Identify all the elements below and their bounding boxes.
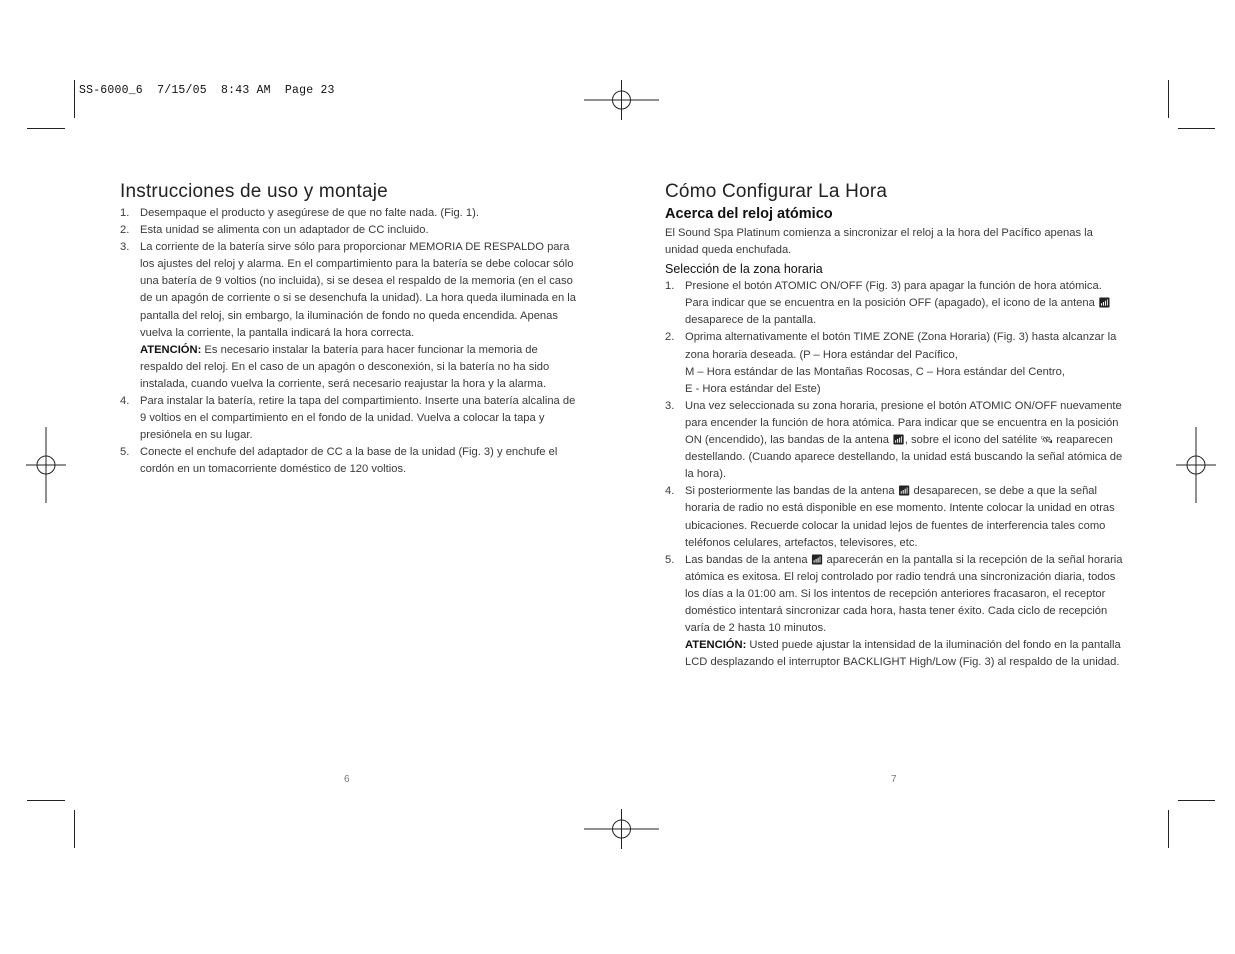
list-item: 5. Las bandas de la antena 📶︎ aparecerán en la pantalla si la recepción de la señal horaria atómica es exitosa. El reloj controlado por radio tendrá una sincronización diaria, todos los días a la 01:00 am. Si los intentos de recepción anteriores fracasaron, el receptor doméstico intentará sincronizar cada hora, hasta tener éxito. Cada ciclo de recepción varía de 2 hasta 10 minutos. ATENCIÓN: Usted puede ajustar la intensidad de la iluminación del fondo en la pantalla LCD desplazando el interruptor BACKLIGHT High/Low (Fig. 3) al respaldo de la unidad. xyxy=(665,552,1125,672)
registration-mark-bottom xyxy=(584,809,659,849)
warning-label: ATENCIÓN: xyxy=(685,639,747,652)
registration-mark-right xyxy=(1176,427,1216,503)
crop-mark xyxy=(1178,800,1215,801)
instructions-list xyxy=(120,205,580,479)
print-slug: SS-6000_6 7/15/05 8:43 AM Page 23 xyxy=(79,84,335,97)
list-item: 1. Presione el botón ATOMIC ON/OFF (Fig. 3) para apagar la función de hora atómica. Para indicar que se encuentra en la posición OFF (apagado), el icono de la antena 📶︎ desaparece de la pantalla. xyxy=(665,280,1111,327)
left-page xyxy=(120,180,580,479)
list-item: 2. Esta unidad se alimenta con un adaptador de CC incluido. xyxy=(120,224,429,237)
registration-mark-left xyxy=(26,427,66,503)
crop-mark xyxy=(74,80,75,118)
list-item: 3. La corriente de la batería sirve sólo para proporcionar MEMORIA DE RESPALDO para los ajustes del reloj y alarma. En el compartimiento para la batería se debe colocar sólo una batería de 9 voltios (no incluida), si se desea el respaldo de la memoria (en el caso de un apagón de corriente o si se desenchufa la unidad). La hora queda iluminada en la pantalla del reloj, sin embargo, la iluminación de fondo no queda encendida. Apenas vuelva la corriente, la pantalla indicará la hora correcta. ATENCIÓN: Es necesario instalar la batería para hacer funcionar la memoria de respaldo del reloj. En el caso de un apagón o desconexión, si la batería no ha sido instalada, cuando vuelva la corriente, será necesario reajustar la hora y la alarma. xyxy=(120,239,580,393)
crop-mark xyxy=(1168,810,1169,848)
intro-paragraph: El Sound Spa Platinum comienza a sincronizar el reloj a la hora del Pacífico apenas la unidad queda enchufada. xyxy=(665,227,1093,257)
section-heading: Acerca del reloj atómico xyxy=(665,206,833,222)
crop-mark xyxy=(74,810,75,848)
crop-mark xyxy=(27,128,65,129)
list-item: 3. Una vez seleccionada su zona horaria, presione el botón ATOMIC ON/OFF nuevamente para encender la función de hora atómica. Para indicar que se encuentra en la posición ON (encendido), las bandas de la antena 📶︎, sobre el icono del satélite 🛰︎ reaparecen destellando. (Cuando aparece destellando, la unidad está buscando la señal atómica de la hora). xyxy=(665,399,1123,481)
antenna-icon: 📶︎ xyxy=(810,554,824,566)
list-item: 5. Conecte el enchufe del adaptador de CC a la base de la unidad (Fig. 3) y enchufe el cordón en un tomacorriente doméstico de 120 voltios. xyxy=(120,446,558,476)
list-item: 1. Desempaque el producto y asegúrese de que no falte nada. (Fig. 1). xyxy=(120,207,479,219)
warning-note: ATENCIÓN: Usted puede ajustar la intensidad de la iluminación del fondo en la pantalla LCD desplazando el interruptor BACKLIGHT High/Low (Fig. 3) al respaldo de la unidad. xyxy=(685,639,1121,669)
warning-note: ATENCIÓN: Es necesario instalar la batería para hacer funcionar la memoria de respaldo del reloj. En el caso de un apagón o desconexión, si la batería no ha sido instalada, cuando vuelva la corriente, será necesario reajustar la hora y la alarma. xyxy=(140,343,550,390)
antenna-icon: 📶︎ xyxy=(892,435,905,447)
list-item: 4. Si posteriormente las bandas de la antena 📶︎ desaparecen, se debe a que la señal horaria de radio no está disponible en ese momento. Intente colocar la unidad en otras ubicaciones. Recuerde colocar la unidad lejos de fuentes de interferencia tales como teléfonos celulares, artefactos, televisores, etc. xyxy=(665,485,1115,549)
antenna-icon: 📶︎ xyxy=(1097,298,1111,310)
right-page-title: Cómo Configurar La Hora xyxy=(665,181,888,202)
page-number-right: 7 xyxy=(891,774,897,785)
right-page xyxy=(665,180,1125,671)
subsection-heading: Selección de la zona horaria xyxy=(665,262,823,277)
left-page-title: Instrucciones de uso y montaje xyxy=(120,181,388,202)
crop-mark xyxy=(27,800,65,801)
time-zone-steps xyxy=(665,278,1125,671)
antenna-icon: 📶︎ xyxy=(897,486,911,498)
list-item: 2. Oprima alternativamente el botón TIME ZONE (Zona Horaria) (Fig. 3) hasta alcanzar la zona horaria deseada. (P – Hora estándar del Pacífico, M – Hora estándar de las Montañas Rocosas, C – Hora estándar del Centro, E - Hora estándar del Este) xyxy=(665,331,1117,395)
warning-label: ATENCIÓN: xyxy=(140,343,202,356)
crop-mark xyxy=(1168,80,1169,118)
registration-mark-top xyxy=(584,80,659,120)
satellite-icon: 🛰︎ xyxy=(1040,435,1054,447)
list-item: 4. Para instalar la batería, retire la tapa del compartimiento. Inserte una batería alcalina de 9 voltios en el compartimiento en el fondo de la unidad. Vuelva a colocar la tapa y presiónela en su lugar. xyxy=(120,395,576,442)
crop-mark xyxy=(1178,128,1215,129)
page-number-left: 6 xyxy=(344,774,350,785)
